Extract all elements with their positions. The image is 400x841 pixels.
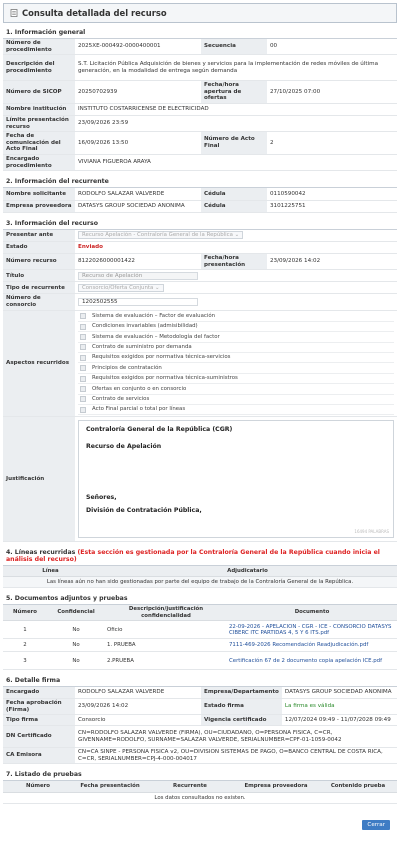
justification-line-1: Contraloría General de la República (CGR) — [86, 426, 233, 434]
page — [3, 3, 397, 804]
sig-type-value: Consorcio — [75, 715, 201, 726]
sig-date-label: Fecha aprobación (Firma) — [3, 698, 75, 714]
aspect-label: Sistema de evaluación – Factor de evaluación — [92, 312, 216, 319]
doc-number: 3 — [3, 652, 47, 670]
submit-to-select[interactable] — [78, 231, 243, 239]
table-row — [3, 652, 397, 670]
page-header — [3, 3, 397, 23]
id-value: 0110590042 — [267, 188, 397, 200]
manager-label: Encargado procedimiento — [3, 154, 75, 170]
consortium-label: Número de consorcio — [3, 294, 75, 310]
consortium-field[interactable]: 1202502555 — [78, 298, 198, 306]
section-lines-note: (Esta sección es gestionada por la Contraloría General de la República cuando inicia el análisis del recurso) — [6, 549, 380, 564]
col-document: Documento — [227, 605, 397, 621]
aspect-checkbox[interactable] — [80, 386, 86, 392]
aspect-checkbox[interactable] — [80, 355, 86, 361]
title-label: Título — [3, 270, 75, 282]
submission-date-label: Fecha/hora presentación — [201, 254, 267, 270]
sig-type-label: Tipo firma — [3, 715, 75, 726]
aspect-label: Requisitos exigidos por normativa técnica-suministros — [92, 375, 238, 382]
aspect-item — [78, 395, 394, 405]
sequence-value: 00 — [267, 39, 397, 55]
word-count: 16494 PALABRAS — [354, 528, 389, 534]
doc-description: 1. PRUEBA — [105, 639, 227, 652]
doc-description: Oficio — [105, 621, 227, 639]
col-ev-company: Empresa proveedora — [233, 781, 319, 792]
section-appeal-title: 3. Información del recurso — [3, 219, 397, 230]
sig-manager-value: RODOLFO SALAZAR VALVERDE — [75, 687, 201, 698]
sequence-label: Secuencia — [201, 39, 267, 55]
sicop-label: Número de SICOP — [3, 81, 75, 104]
company-id-label: Cédula — [201, 200, 267, 212]
opening-date-label: Fecha/hora apertura de ofertas — [201, 81, 267, 104]
doc-confidential: No — [47, 621, 105, 639]
aspect-label: Condiciones invariables (admisibilidad) — [92, 323, 198, 330]
doc-link[interactable]: 22-09-2026 - APELACION - CGR - ICE - CONSORCIO DATASYS CIBERC ITC PARTIDAS 4, 5 Y 6 ITS.pdf — [227, 621, 397, 639]
cert-validity-value: 12/07/2024 09:49 - 11/07/2028 09:49 — [282, 715, 397, 726]
justification-line-4: División de Contratación Pública, — [86, 507, 202, 515]
appellant-type-select[interactable] — [78, 284, 164, 292]
title-field[interactable]: Recurso de Apelación — [78, 272, 198, 280]
company-label: Empresa proveedora — [3, 200, 75, 212]
aspect-checkbox[interactable] — [80, 344, 86, 350]
status-value: Enviado — [75, 242, 397, 254]
section-general-title: 1. Información general — [3, 28, 397, 39]
appellant-table — [3, 188, 397, 213]
aspect-checkbox[interactable] — [80, 334, 86, 340]
aspects-list — [78, 312, 394, 416]
sig-company-value: DATASYS GROUP SOCIEDAD ANONIMA — [282, 687, 397, 698]
sig-status-label: Estado firma — [201, 698, 282, 714]
appeal-number-value: 8122026000001422 — [75, 254, 201, 270]
dn-value: CN=RODOLFO SALAZAR VALVERDE (FIRMA), OU=CIUDADANO, O=PERSONA FISICA, C=CR, GIVENNAME=RODOLFO, SURNAME=SALAZAR VALVERDE, SERIALNUMBER=CPF-01-1059-0042 — [75, 726, 397, 748]
aspect-checkbox[interactable] — [80, 407, 86, 413]
status-label: Estado — [3, 242, 75, 254]
documents-table — [3, 605, 397, 671]
justification-line-3: Señores, — [86, 493, 117, 501]
aspect-item — [78, 353, 394, 363]
sig-company-label: Empresa/Departamento — [201, 687, 282, 698]
col-ev-appellant: Recurrente — [147, 781, 233, 792]
col-number: Número — [3, 605, 47, 621]
aspects-label: Aspectos recurridos — [3, 310, 75, 417]
proc-description-value: S.T. Licitación Pública Adquisición de bienes y servicios para la implementación de redes móviles de última generación, en la modalidad de entrega según demanda — [75, 55, 397, 81]
aspect-item — [78, 384, 394, 394]
company-value: DATASYS GROUP SOCIEDAD ANONIMA — [75, 200, 201, 212]
section-lines-label: 4. Líneas recurridas — [6, 549, 76, 557]
justification-line-2: Recurso de Apelación — [86, 443, 162, 450]
opening-date-value: 27/10/2025 07:00 — [267, 81, 397, 104]
dn-label: DN Certificado — [3, 726, 75, 748]
ca-value: CN=CA SINPE - PERSONA FISICA v2, OU=DIVISION SISTEMAS DE PAGO, O=BANCO CENTRAL DE COSTA RICA, C=CR, SERIALNUMBER=CPJ-4-000-004017 — [75, 748, 397, 764]
aspect-label: Acto Final parcial o total por líneas — [92, 406, 186, 413]
aspect-checkbox[interactable] — [80, 365, 86, 371]
aspect-label: Contrato de servicios — [92, 396, 150, 403]
aspect-checkbox[interactable] — [80, 313, 86, 319]
aspect-label: Principios de contratación — [92, 364, 162, 371]
chevron-down-icon: ⌄ — [155, 284, 160, 291]
lines-empty-message: Las líneas aún no han sido gestionadas por parte del equipo de trabajo de la Contraloría General de la República. — [3, 576, 397, 587]
section-lines-title — [3, 548, 397, 566]
doc-description: 2.PRUEBA — [105, 652, 227, 670]
aspect-item — [78, 343, 394, 353]
appellant-type-label: Tipo de recurrente — [3, 282, 75, 294]
section-documents-title: 5. Documentos adjuntos y pruebas — [3, 594, 397, 605]
sig-status-value: La firma es válida — [282, 698, 397, 714]
communication-date-label: Fecha de comunicación del Acto Final — [3, 132, 75, 155]
col-confidential: Confidencial — [47, 605, 105, 621]
proc-description-label: Descripción del procedimiento — [3, 55, 75, 81]
section-appellant-title: 2. Información del recurrente — [3, 177, 397, 188]
proc-number-value: 2025XE-000492-0000400001 — [75, 39, 201, 55]
deadline-label: Límite presentación recurso — [3, 115, 75, 131]
doc-confidential: No — [47, 639, 105, 652]
doc-number: 2 — [3, 639, 47, 652]
aspect-item — [78, 363, 394, 373]
ca-label: CA Emisora — [3, 748, 75, 764]
lines-table — [3, 566, 397, 588]
aspect-checkbox[interactable] — [80, 376, 86, 382]
sig-date-value: 23/09/2026 14:02 — [75, 698, 201, 714]
id-label: Cédula — [201, 188, 267, 200]
justification-label: Justificación — [3, 417, 75, 542]
aspect-item — [78, 374, 394, 384]
evidence-empty-message: Los datos consultados no existen. — [3, 792, 397, 803]
aspect-item — [78, 312, 394, 322]
section-signature-title: 6. Detalle firma — [3, 676, 397, 687]
submit-to-value: Recurso Apelación - Contraloría General de la República — [82, 232, 233, 239]
aspect-checkbox[interactable] — [80, 396, 86, 402]
aspect-item — [78, 322, 394, 332]
aspect-item — [78, 332, 394, 342]
deadline-value: 23/09/2026 23:59 — [75, 115, 397, 131]
col-ev-date: Fecha presentación — [73, 781, 147, 792]
justification-editor[interactable] — [78, 420, 394, 538]
proc-number-label: Número de procedimiento — [3, 39, 75, 55]
appeal-number-label: Número recurso — [3, 254, 75, 270]
page-title: Consulta detallada del recurso — [22, 8, 167, 18]
aspect-label: Sistema de evaluación – Metodología del factor — [92, 333, 220, 340]
doc-confidential: No — [47, 652, 105, 670]
manager-value: VIVIANA FIGUEROA ARAYA — [75, 154, 397, 170]
close-button[interactable]: Cerrar — [362, 820, 390, 830]
appeal-table — [3, 230, 397, 543]
cert-validity-label: Vigencia certificado — [201, 715, 282, 726]
col-description: Descripción/justificación confidencialidad — [105, 605, 227, 621]
doc-link[interactable]: 7111-469-2026 Recomendación Readjudicación.pdf — [227, 639, 397, 652]
aspect-label: Ofertas en conjunto o en consorcio — [92, 385, 187, 392]
sicop-value: 20250702939 — [75, 81, 201, 104]
requester-value: RODOLFO SALAZAR VALVERDE — [75, 188, 201, 200]
document-icon — [10, 9, 18, 17]
aspect-item — [78, 405, 394, 415]
communication-date-value: 16/09/2026 13:50 — [75, 132, 201, 155]
signature-table — [3, 687, 397, 764]
general-info-table — [3, 39, 397, 171]
chevron-down-icon: ⌄ — [234, 232, 240, 239]
aspect-label: Requisitos exigidos por normativa técnica-servicios — [92, 354, 231, 361]
institution-value: INSTITUTO COSTARRICENSE DE ELECTRICIDAD — [75, 103, 397, 115]
requester-label: Nombre solicitante — [3, 188, 75, 200]
col-line: Línea — [3, 566, 98, 576]
aspect-checkbox[interactable] — [80, 324, 86, 330]
final-act-label: Número de Acto Final — [201, 132, 267, 155]
evidence-table — [3, 781, 397, 804]
table-row — [3, 639, 397, 652]
final-act-value: 2 — [267, 132, 397, 155]
aspect-label: Contrato de suministro por demanda — [92, 344, 192, 351]
col-awardee: Adjudicatario — [98, 566, 397, 576]
section-evidence-title: 7. Listado de pruebas — [3, 770, 397, 781]
institution-label: Nombre institución — [3, 103, 75, 115]
col-ev-number: Número — [3, 781, 73, 792]
col-ev-content: Contenido prueba — [319, 781, 397, 792]
submission-date-value: 23/09/2026 14:02 — [267, 254, 397, 270]
doc-number: 1 — [3, 621, 47, 639]
company-id-value: 3101225751 — [267, 200, 397, 212]
submit-to-label: Presentar ante — [3, 230, 75, 242]
doc-link[interactable]: Certificación 67 de 2 documento copia apelación ICE.pdf — [227, 652, 397, 670]
table-row — [3, 621, 397, 639]
sig-manager-label: Encargado — [3, 687, 75, 698]
appellant-type-value: Consorcio/Oferta Conjunta — [82, 284, 154, 291]
